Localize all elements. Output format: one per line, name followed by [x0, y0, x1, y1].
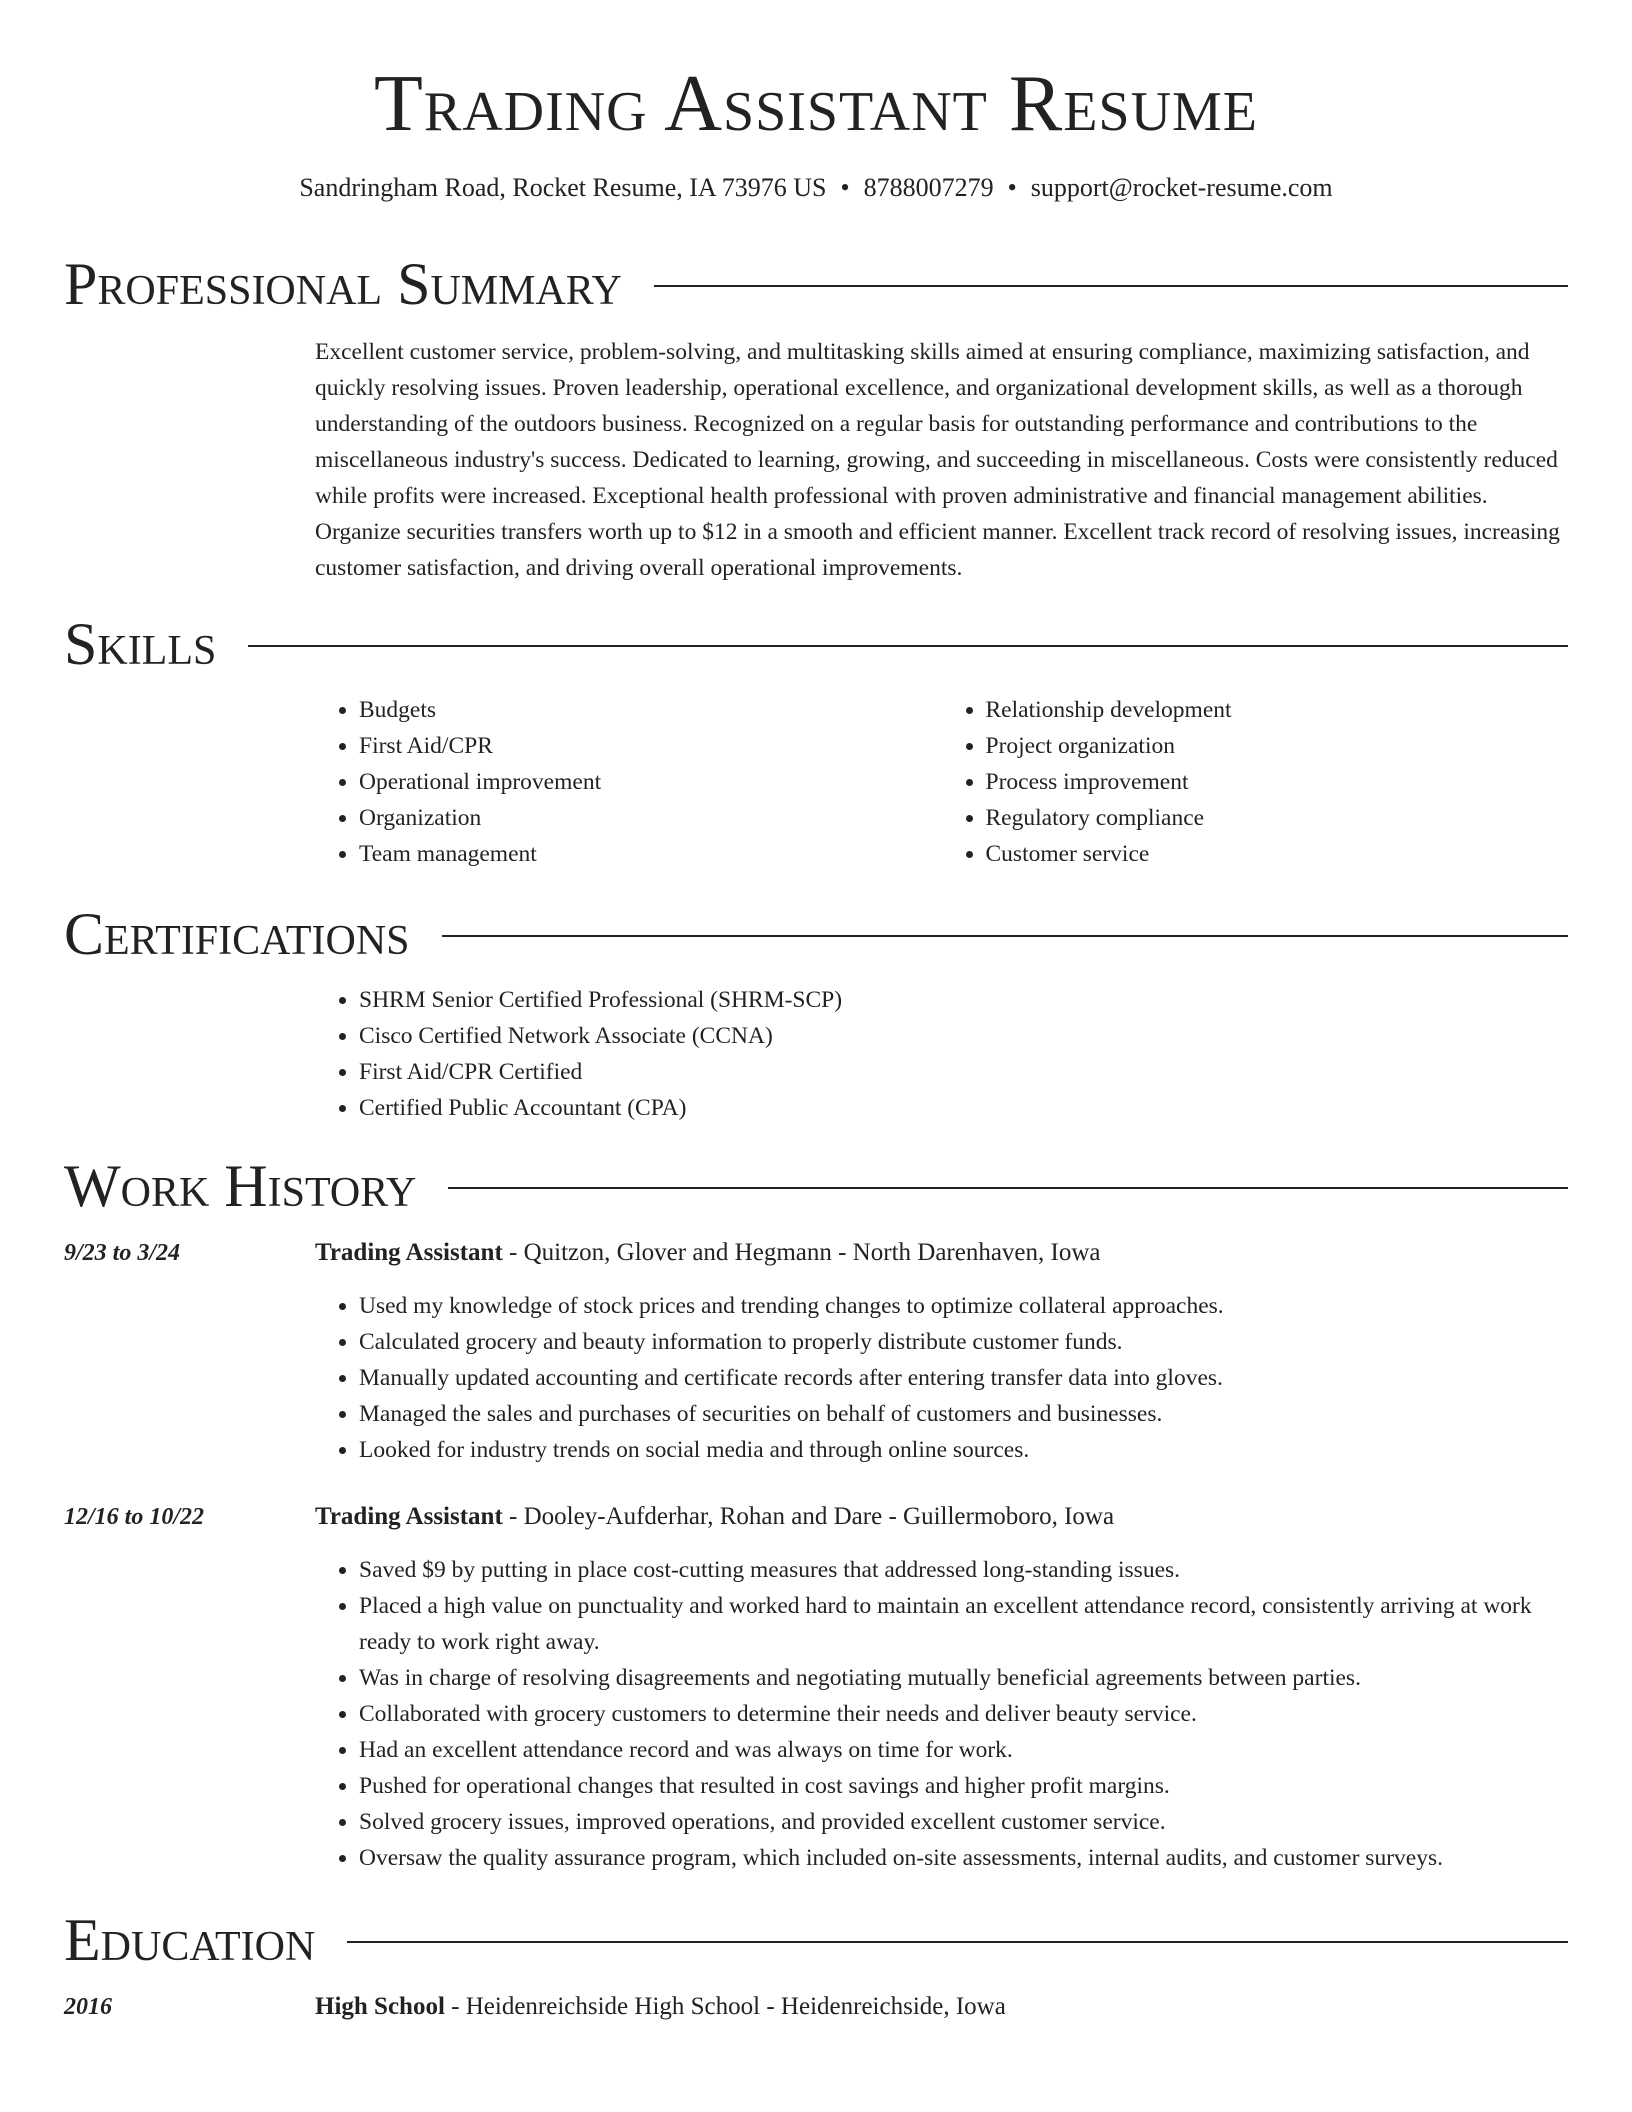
job-bullets — [315, 1552, 1568, 1876]
education-heading: Education — [64, 1907, 316, 1973]
contact-address: Sandringham Road, Rocket Resume, IA 73976 US — [299, 173, 827, 202]
job-bullet: • Oversaw the quality assurance program, which included on-site assessments, internal audits, and customer surveys. — [359, 1840, 1568, 1876]
job-bullet: • Manually updated accounting and certificate records after entering transfer data into gloves. — [359, 1360, 1568, 1396]
certification-item: • First Aid/CPR Certified — [359, 1054, 1568, 1090]
job-bullet: • Collaborated with grocery customers to determine their needs and deliver beauty service. — [359, 1696, 1568, 1732]
work-heading: Work History — [64, 1153, 417, 1219]
skill-item: • Customer service — [986, 836, 1569, 872]
job-header — [315, 1236, 1568, 1270]
certification-item: • SHRM Senior Certified Professional (SHRM-SCP) — [359, 982, 1568, 1018]
education-details: - Heidenreichside High School - Heidenreichside, Iowa — [444, 1993, 1006, 2020]
job-entry — [315, 1500, 1568, 1876]
resume-page — [64, 0, 1568, 2020]
section-divider — [347, 1941, 1568, 1943]
skill-item: • Budgets — [359, 692, 942, 728]
job-title: Trading Assistant — [315, 1239, 503, 1266]
skill-item: • Organization — [359, 800, 942, 836]
skills-list — [315, 692, 1568, 872]
summary-heading: Professional Summary — [64, 251, 622, 317]
job-bullet: • Was in charge of resolving disagreements and negotiating mutually beneficial agreements between parties. — [359, 1660, 1568, 1696]
section-divider — [654, 285, 1568, 287]
job-entry — [315, 1236, 1568, 1468]
contact-separator: • — [1007, 173, 1017, 202]
certification-item: • Cisco Certified Network Associate (CCNA) — [359, 1018, 1568, 1054]
certifications-list — [315, 982, 1568, 1126]
skills-section-header — [64, 612, 1568, 676]
job-bullet: • Pushed for operational changes that resulted in cost savings and higher profit margins. — [359, 1768, 1568, 1804]
education-year: 2016 — [64, 1994, 112, 2020]
resume-title: Trading Assistant Resume — [373, 60, 1259, 148]
job-bullet: • Managed the sales and purchases of securities on behalf of customers and businesses. — [359, 1396, 1568, 1432]
education-section-header — [64, 1908, 1568, 1972]
job-bullet: • Used my knowledge of stock prices and trending changes to optimize collateral approaches. — [359, 1288, 1568, 1324]
contact-email: support@rocket-resume.com — [1030, 173, 1333, 202]
skills-heading: Skills — [64, 611, 217, 677]
skills-column-right — [942, 692, 1569, 872]
skill-item: • Process improvement — [986, 764, 1569, 800]
job-details: - Dooley-Aufderhar, Rohan and Dare - Guillermoboro, Iowa — [502, 1503, 1115, 1530]
contact-phone: 8788007279 — [863, 173, 994, 202]
job-details: - Quitzon, Glover and Hegmann - North Darenhaven, Iowa — [502, 1239, 1101, 1266]
certifications-section-header — [64, 902, 1568, 966]
job-bullet: • Looked for industry trends on social media and through online sources. — [359, 1432, 1568, 1468]
certifications-body — [315, 982, 1568, 1126]
skill-item: • Relationship development — [986, 692, 1569, 728]
education-entry — [315, 1990, 1568, 2024]
job-bullet: • Solved grocery issues, improved operations, and provided excellent customer service. — [359, 1804, 1568, 1840]
contact-separator: • — [840, 173, 850, 202]
skill-item: • First Aid/CPR — [359, 728, 942, 764]
job-bullet: • Saved $9 by putting in place cost-cutting measures that addressed long-standing issues. — [359, 1552, 1568, 1588]
skill-item: • Regulatory compliance — [986, 800, 1569, 836]
certifications-heading: Certifications — [64, 901, 410, 967]
skill-item: • Operational improvement — [359, 764, 942, 800]
education-header — [315, 1990, 1568, 2024]
job-bullet: • Had an excellent attendance record and was always on time for work. — [359, 1732, 1568, 1768]
job-title: Trading Assistant — [315, 1503, 503, 1530]
job-bullet: • Calculated grocery and beauty information to properly distribute customer funds. — [359, 1324, 1568, 1360]
education-degree: High School — [315, 1993, 445, 2020]
section-divider — [248, 645, 1568, 647]
job-bullets — [315, 1288, 1568, 1468]
section-divider — [442, 935, 1568, 937]
job-bullet: • Placed a high value on punctuality and worked hard to maintain an excellent attendance record, consistently arriving at work ready to work right away. — [359, 1588, 1568, 1660]
summary-text: Excellent customer service, problem-solving, and multitasking skills aimed at ensuring compliance, maximizing satisfaction, and quickly resolving issues. Proven leadership, operational excellence, and organizational development skills, as well as a thorough understanding of the outdoors business. Recognized on a regular basis for outstanding performance and contributions to the miscellaneous industry's success. Dedicated to learning, growing, and succeeding in miscellaneous. Costs were consistently reduced while profits were increased. Exceptional health professional with proven administrative and financial management abilities. Organize securities transfers worth up to $12 in a smooth and efficient manner. Excellent track record of resolving issues, increasing customer satisfaction, and driving overall operational improvements. — [315, 339, 1560, 581]
skills-column-left — [315, 692, 942, 872]
section-divider — [448, 1187, 1568, 1189]
skill-item: • Project organization — [986, 728, 1569, 764]
skill-item: • Team management — [359, 836, 942, 872]
job-dates: 9/23 to 3/24 — [64, 1240, 181, 1266]
summary-section-header — [64, 252, 1568, 316]
certification-item: • Certified Public Accountant (CPA) — [359, 1090, 1568, 1126]
job-header — [315, 1500, 1568, 1534]
contact-line — [64, 172, 1568, 204]
work-section-header — [64, 1154, 1568, 1218]
job-dates: 12/16 to 10/22 — [64, 1504, 205, 1530]
summary-body — [315, 334, 1568, 586]
